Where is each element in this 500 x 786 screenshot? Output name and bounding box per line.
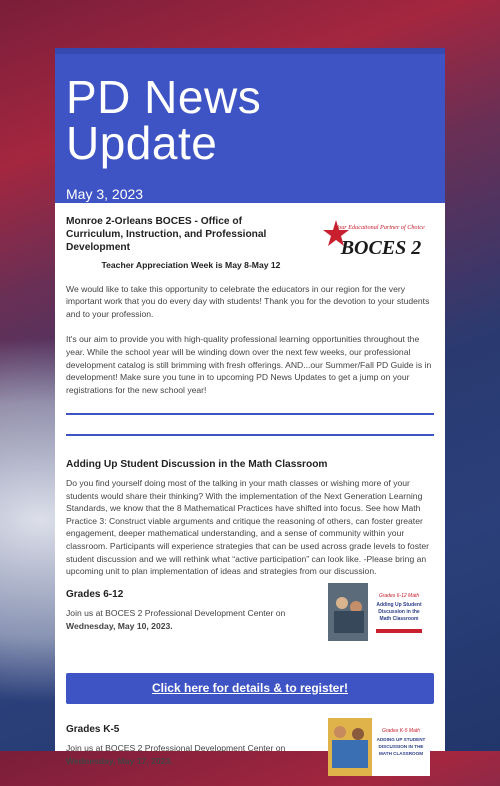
intro-paragraph-2: It's our aim to provide you with high-quality professional learning opportunities throughout the year. While the school year will be winding down over the next few weeks, our professional development catalog is still brimming with fresh offerings. AND...our Summer/Fall PD Guide is in development! Make sure you tune in to upcoming PD News Updates to get a jump on your registrations for the new school year! [66,334,432,395]
thumb-line: Grades K-5 Math [381,727,421,734]
grades-6-12-flyer-thumbnail[interactable] [328,583,430,641]
grade-block [66,724,434,786]
newsletter-title [66,71,434,169]
grade-location-text: Join us at BOCES 2 Professional Development Center on [66,608,286,619]
grade-location-text: Join us at BOCES 2 Professional Development Center on [66,743,286,754]
thumb-line: Discussion in the [378,608,420,615]
intro-section [66,203,434,396]
logo-tagline: Your Educational Partner of Choice [335,224,425,231]
grade-block [66,589,434,651]
newsletter-content [55,203,445,786]
intro-paragraph-1: We would like to take this opportunity to celebrate the educators in our region for the very important work that you do every day with students! Thank you for the devotion to your students and to your profession. [66,283,430,319]
thumb-line: Grades 6-12 Math [378,592,420,599]
grade-text [66,607,306,632]
grade-title: Grades K-5 [66,723,120,735]
divider-2 [66,434,434,436]
grade-text [66,742,306,767]
grade-date: Wednesday, May 17, 2023. [66,755,173,766]
thumb-line: MATH CLASSROOM [378,750,424,756]
thumb-line: DISCUSSION IN THE [378,743,424,749]
header-banner [55,48,445,203]
title-line-2: Update [66,117,218,169]
logo-name: BOCES 2 [340,237,422,259]
divider-1 [66,413,434,415]
grade-title: Grades 6-12 [66,588,124,600]
thumb-line: Math Classroom [379,615,419,622]
thumb-line: ADDING UP STUDENT [376,736,426,742]
issue-date: May 3, 2023 [66,186,144,202]
thumb-line: Adding Up Student [376,601,422,608]
grades-k-5-flyer-thumbnail[interactable] [328,718,430,776]
register-button[interactable]: Click here for details & to register! [66,673,434,704]
title-line-1: PD News [66,71,262,123]
org-title: Monroe 2-Orleans BOCES - Office of Curriculum, Instruction, and Professional Development [66,216,267,253]
grade-date: Wednesday, May 10, 2023. [66,620,173,631]
article-title: Adding Up Student Discussion in the Math Classroom [66,459,328,471]
newsletter-card [55,48,445,766]
boces2-logo [324,218,424,262]
appreciation-week-text: Teacher Appreciation Week is May 8-May 12 [101,260,281,270]
article-body: Do you find yourself doing most of the talking in your math classes or wishing more of your students would share their thinking? With the implementation of the Next Generation Learning Standards, we know that the 8 Mathematical Practices have shifted into focus. See how Math Practice 3: Construct viable arguments and critique the reasoning of others, can foster greater engagement, deeper mathematical understanding, and a sense of community within your classroom. Participants will experience strategies that can be used across grade levels to foster student discussion and we will rethink what “active participation” can look like. -Please bring an upcoming unit to plan implementation of ideas and strategies from our discussion. [66,477,430,577]
